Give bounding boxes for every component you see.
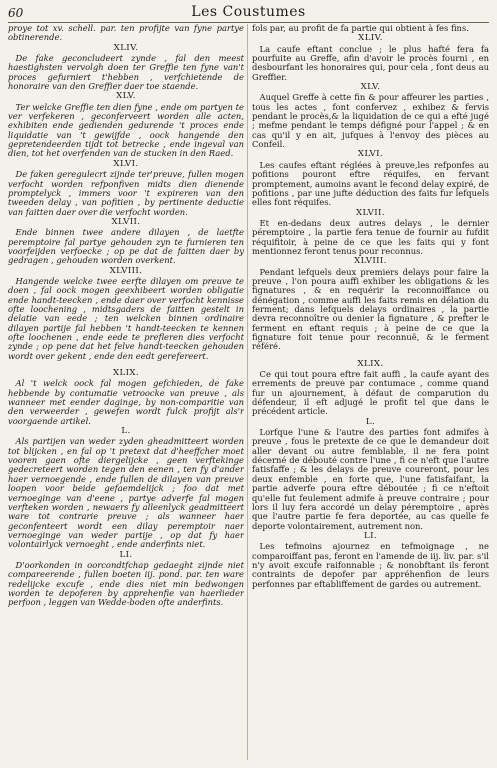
article-text: La caufe eftant conclue ; le plus hafté fera fa pourfuite au Greffe, afin d'avoir le procès fourni , en desbourfant les honoraires qui, pour cela , font deus au Greffier. bbox=[252, 43, 489, 82]
article-section bbox=[252, 360, 489, 417]
article-section bbox=[252, 24, 489, 33]
article-section bbox=[8, 92, 244, 158]
article-number: XLIV. bbox=[358, 33, 383, 44]
article-number: XLV. bbox=[116, 91, 136, 102]
running-header bbox=[8, 2, 489, 20]
article-text: De faken geregulecrt zijnde ter'preuve, fullen mogen verfocht worden refponfiven midts dien dienende promptelyck , immers voor 't expireren van den tweeden delay , van pofitien , by pertinente deductie van faitten daer over die verfocht worden. bbox=[8, 169, 244, 217]
article-section bbox=[252, 150, 489, 207]
article-section bbox=[8, 369, 244, 426]
article-text: fols par, au profit de fa partie qui obtient à fes fins. bbox=[252, 24, 469, 33]
article-text: Lorfque l'une & l'autre des parties font admifes à preuve , fous le pretexte de ce que le demandeur doit aller devant ou autre femblable, il ne fera point décerné de débouté contre l'une , fi ce n'eft que l'autre fatisfaffe ; & les delays de preuve coureront, pour les deux enfemble , en forte que, l'une fatisfaifant, la partie adverfe poura eftre déboutée ; fi ce n'eftoit qu'elle fut feulement admife à preuve contraire ; pour lors il luy fera accordé un delay péremptoire , après que l'autre partie fe fera deportée, au cas quelle fe deporte volontairement, autrement non. bbox=[252, 427, 489, 531]
article-number: XLVII. bbox=[356, 207, 385, 218]
article-number: XLV. bbox=[360, 82, 381, 93]
header-rule bbox=[8, 22, 489, 23]
article-section bbox=[8, 267, 244, 361]
article-text: proye tot xv. schell. par. ten profijte van fyne partye obtinerende. bbox=[8, 24, 244, 43]
french-column bbox=[252, 24, 489, 764]
article-section bbox=[8, 160, 244, 217]
article-text: Les tefmoins ajournez en tefmoignage , ne comparoiffant pas, feront en l'amende de iij. liv. par. s'il n'y avoit excufe raifonnable ; & nonobftant ils feront contraints de depofer par appréhenfion de leurs perfonnes par eftabliffement de gardes ou autrement. bbox=[252, 541, 489, 589]
article-section bbox=[8, 24, 244, 43]
flemish-column bbox=[8, 24, 244, 764]
article-text: Al 't welck oock fal mogen gefchieden, de fake hebbende by contumatie vetroocke van preuve , als wanneer met eender dagingе, by non-comparitie van den verweerder , gewefen wordt fulck profijt als'r voorgaende artikel. bbox=[8, 378, 244, 426]
article-text: Ende binnen twee andere dilayen , de laetfte peremptoire fal partye gehouden zyn te furnieren ten voorfeijden verfoecke ; op pe dat de faitten daer by gedragen , gehouden worden overkent. bbox=[8, 227, 244, 266]
article-text: De fake geconcludeert zynde , fal den meest haestighsten vervolgh doen ter Greffie ten fyne van't proces gefurniert t'hebben , verfchietende de honoraire van den Greffier daer toe staende. bbox=[8, 53, 244, 92]
article-text: D'oorkonden in oorcondtfchap gedaeght zijnde niet compareerende , fullen boeten iij. pond. par. ten ware redelijcke excufe , ende dies niet min bedwongen worden te depoferen by apprehenfie van haerlieder perfoon , leggen van Wedde-boden ofte anderfints. bbox=[8, 559, 244, 608]
article-section bbox=[252, 83, 489, 149]
article-number: L. bbox=[365, 416, 376, 427]
article-number: L. bbox=[121, 426, 131, 437]
section-gap bbox=[252, 353, 489, 359]
article-number: XLVII. bbox=[111, 216, 141, 227]
article-section bbox=[252, 209, 489, 257]
article-section bbox=[252, 34, 489, 82]
article-number: XLIX. bbox=[357, 358, 384, 369]
article-number: XLVIII. bbox=[109, 265, 143, 276]
article-section bbox=[252, 532, 489, 589]
column-divider bbox=[247, 24, 248, 760]
article-section bbox=[252, 418, 489, 531]
article-text: Pendant lefquels deux premiers delays pour faire la preuve , l'on poura auffi exhiber les obligations & les fignatures , & en requérir la reconnoiffance ou dénégation , comme auffi les faits remis en délation du ferment; dans lefquels delays ordinaires , la partie devra reconnoître ou denier la fignature , & prefter le ferment en eftant requis ; à peine de ce que la fignature foit tenue pour reconnuë, & le ferment référé. bbox=[252, 266, 489, 352]
article-text: Ter welcke Greffie ten dien fyne , ende om partyen te ver verfekeren , geconferveert worden alle acten, exhibiten ende gedienden gedurende 't proces ende liquidatie van 't gewijfde , oock hangende den gepretendeerden tijdt tot betrecke , ende ingeval van dien, tot het overfenden van de stucken in den Raed. bbox=[8, 101, 244, 159]
article-text: Ce qui tout poura eftre fait auffi , la caufe ayant des errements de preuve par contumace , comme quand fur un ajournement, à défaut de comparution du défendeur, il eft adjugé le profit tel que dans le précédent article. bbox=[252, 369, 489, 417]
article-section bbox=[8, 551, 244, 608]
article-text: Als partijen van weder zyden gheadmitteert worden tot blijcken , en fal op 't pretext dat d'heeffcher moet vooren gaen ofte diergelijcke , geen verftekinge gedecreteert worden tegen den eenen , ten fy d'ander haer vernoegende , ende fullen de dilayen van preuve loopen voor beide gefaemdelijck ; foo dat met vernoeginge van d'eene , partye adverfe fal mogen verfteken worden , newaers fy alleenlyck geadmitteert ware tot contrarie preuve ; als wanneer haer geconfenteert wordt een dilay peremptoir naer vernoeginge van weder partije , op dat fy haer volontairlyck vernoeght , ende anderfints niet. bbox=[8, 436, 244, 550]
article-number: LI. bbox=[119, 549, 133, 560]
article-number: XLVIII. bbox=[354, 256, 387, 267]
article-number: XLIX. bbox=[112, 368, 140, 379]
article-number: XLIV. bbox=[113, 42, 139, 53]
article-number: LI. bbox=[363, 530, 378, 541]
article-section bbox=[252, 257, 489, 351]
article-section bbox=[8, 427, 244, 549]
article-text: Hangende welcke twee eerfte dilayen om preuve te doen , fal oock mogen geexhibeert worden obligatie ende handt-teecken , ende daer over verfocht kennisse ofte loochening , midtsgaders de faitten gestelt in delatie van eede ; ten welcken binnen ordinaire dilayen partije fal hebben 't handt-teecken te kennen ofte loochenen , ende eede te prefleren dies verfocht zynde ; op pene dat het felve handt-teecken gehouden wordt over gekent , ende den eedt gerefereert. bbox=[8, 275, 244, 361]
article-section bbox=[8, 218, 244, 266]
article-text: Et en-dedans deux autres delays , le dernier péremptoire , la partie fera tenue de fournir au fufdit réquifitoir, à peine de ce que les faits qui y font mentionnez feront tenus pour reconnus. bbox=[252, 217, 489, 256]
page-number: 60 bbox=[8, 6, 24, 20]
article-section bbox=[8, 44, 244, 92]
running-title: Les Coustumes bbox=[191, 4, 306, 20]
article-text: Les caufes eftant réglées à preuve,les refponfes au pofitions pouront eftre réquifes, en fervant promptement, aumoins avant le fecond delay expiré, de pofitions , par une jufte déduction des faits fur lefquels elles font réquifes. bbox=[252, 159, 489, 208]
article-text: Auquel Greffe à cette fin & pour affeurer les parties , tous les actes , font confervez , exhibez & fervis pendant le procès,& la liquidation de ce qui a efté jugé ; mefme pendant le temps défigné pour l'appel ; & en cas qu'il y en ait, jufques à l'envoy des pièces au Confeil. bbox=[252, 92, 489, 150]
article-number: XLVI. bbox=[113, 158, 139, 169]
article-number: XLVI. bbox=[357, 149, 384, 160]
